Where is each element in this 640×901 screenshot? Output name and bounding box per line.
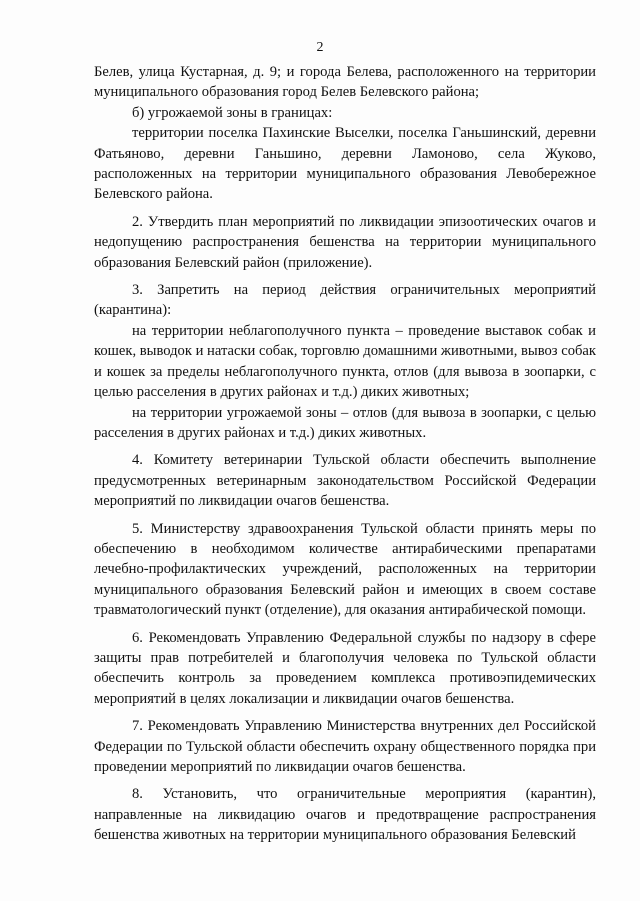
paragraph-item-7: 7. Рекомендовать Управлению Министерства внутренних дел Российской Федерации по Тульской области обеспечить охрану общественного порядка при проведении мероприятий по ликвидации очагов бешенства. <box>94 718 596 775</box>
document-body <box>94 62 596 846</box>
paragraph-item-8: 8. Установить, что ограничительные мероприятия (карантин), направленные на ликвидацию очагов и предотвращение распространения бешенства животных на территории муниципального образования Белевский <box>94 786 596 844</box>
paragraph-item-3: 3. Запретить на период действия ограничительных мероприятий (карантина): <box>94 282 596 319</box>
paragraph-item-4: 4. Комитету ветеринарии Тульской области обеспечить выполнение предусмотренных ветеринарным законодательством Российской Федерации мероприятий по ликвидации очагов бешенства. <box>94 452 596 510</box>
page-number: 2 <box>316 40 324 55</box>
paragraph-item-6: 6. Рекомендовать Управлению Федеральной службы по надзору в сфере защиты прав потребителей и благополучия человека по Тульской области обеспечить контроль за проведением комплекса противоэпидемических мероприятий в целях локализации и ликвидации очагов бешенства. <box>94 629 596 707</box>
paragraph-item-2: 2. Утвердить план мероприятий по ликвидации эпизоотических очагов и недопущению распространения бешенства на территории муниципального образования Белевский район (приложение). <box>94 213 596 271</box>
paragraph-threat-zone-list: территории поселка Пахинские Выселки, поселка Ганьшинский, деревни Фатьяново, деревни Ганьшино, деревни Ламоново, села Жуково, расположенных на территории муниципального образования Левобережное Белевского района. <box>94 125 596 203</box>
paragraph-item-5: 5. Министерству здравоохранения Тульской области принять меры по обеспечению в необходимом количестве антирабическими препаратами лечебно-профилактических учреждений, расположенных на территории муниципального образования Белевский район и имеющих в своем составе травматологический пункт (отделение), для оказания антирабической помощи. <box>94 520 596 619</box>
paragraph-continuation: Белев, улица Кустарная, д. 9; и города Белева, расположенного на территории муниципального образования город Белев Белевского района; <box>94 64 596 101</box>
paragraph-threat-zone-heading: б) угрожаемой зоны в границах: <box>132 104 333 121</box>
paragraph-item-3-threat-zone: на территории угрожаемой зоны – отлов (для вывоза в зоопарки, с целью расселения в других районах и т.д.) диких животных. <box>94 404 596 441</box>
paragraph-item-3-unfavorable-point: на территории неблагополучного пункта – проведение выставок собак и кошек, выводок и натаски собак, торговлю домашними животными, вывоз собак и кошек за пределы неблагополучного пункта, отлов (для вывоза в зоопарки, с целью расселения в других районах и т.д.) диких животных; <box>94 322 596 401</box>
